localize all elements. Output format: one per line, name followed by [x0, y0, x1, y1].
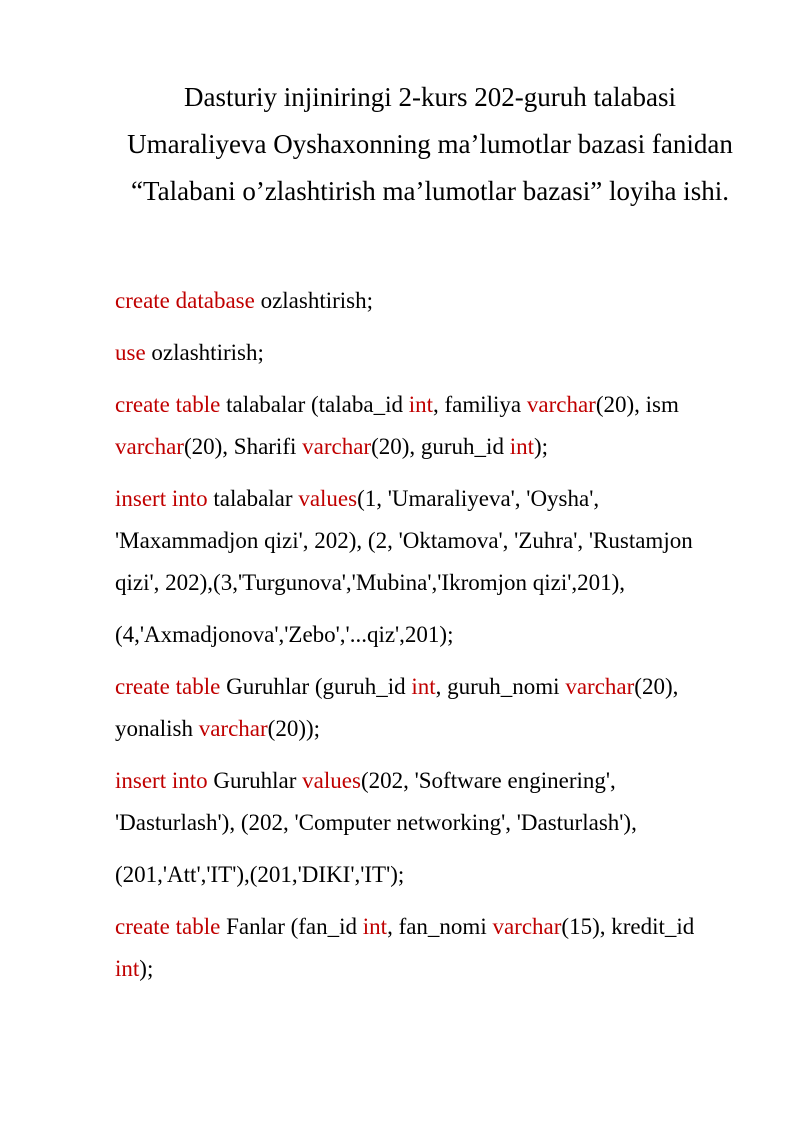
sql-keyword: insert into	[115, 486, 208, 511]
sql-statement	[115, 854, 775, 896]
code-text: (20), ism	[595, 392, 679, 417]
sql-statement	[115, 760, 775, 844]
sql-keyword: create table	[115, 914, 221, 939]
code-line	[115, 614, 775, 656]
code-line	[115, 384, 775, 426]
code-text: (1, 'Umaraliyeva', 'Oysha',	[357, 486, 600, 511]
sql-keyword: int	[411, 674, 436, 699]
code-line	[115, 802, 775, 844]
sql-keyword: create table	[115, 674, 221, 699]
code-line	[115, 948, 775, 990]
code-text: (20), Sharifi	[183, 434, 303, 459]
code-line	[115, 760, 775, 802]
code-text: );	[139, 956, 154, 981]
sql-statement	[115, 280, 775, 322]
document-title	[60, 74, 800, 215]
code-text: (20),	[634, 674, 679, 699]
code-text: (202, 'Software enginering',	[360, 768, 616, 793]
sql-keyword: int	[115, 956, 140, 981]
sql-keyword: int	[408, 392, 433, 417]
code-text: 'Maxammadjon qizi', 202), (2, 'Oktamova', 'Zuhra', 'Rustamjon	[115, 528, 693, 553]
sql-keyword: create database	[115, 288, 255, 313]
code-text: (20), guruh_id	[371, 434, 510, 459]
code-line	[115, 854, 775, 896]
code-text: ozlashtirish;	[145, 340, 264, 365]
code-text: Guruhlar (guruh_id	[220, 674, 412, 699]
code-line	[115, 906, 775, 948]
code-line	[115, 562, 775, 604]
sql-keyword: insert into	[115, 768, 208, 793]
code-text: );	[533, 434, 549, 459]
code-text: , familiya	[433, 392, 527, 417]
code-line	[115, 280, 775, 322]
sql-keyword: create table	[115, 392, 221, 417]
code-text: 'Dasturlash'), (202, 'Computer networking', 'Dasturlash'),	[115, 810, 637, 835]
code-text: talabalar (talaba_id	[220, 392, 409, 417]
sql-keyword: varchar	[302, 434, 372, 459]
code-text: Guruhlar	[207, 768, 303, 793]
title-line: “Talabani o’zlashtirish ma’lumotlar bazasi” loyiha ishi.	[131, 176, 729, 206]
code-line	[115, 426, 775, 468]
title-line: Dasturiy injiniringi 2-kurs 202-guruh talabasi	[184, 82, 676, 112]
code-text: (20));	[267, 716, 321, 741]
code-text: Fanlar (fan_id	[220, 914, 363, 939]
sql-keyword: int	[362, 914, 388, 939]
sql-statement	[115, 906, 775, 990]
code-text: (15), kredit_id	[561, 914, 695, 939]
sql-statement	[115, 614, 775, 656]
sql-code-block	[115, 280, 775, 990]
sql-keyword: varchar	[492, 914, 562, 939]
sql-statement	[115, 384, 775, 468]
code-text: , fan_nomi	[387, 914, 493, 939]
title-line: Umaraliyeva Oyshaxonning ma’lumotlar bazasi fanidan	[127, 129, 733, 159]
sql-keyword: values	[302, 768, 361, 793]
code-line	[115, 332, 775, 374]
sql-keyword: varchar	[526, 392, 596, 417]
code-text: (201,'Att','IT'),(201,'DIKI','IT');	[115, 862, 405, 887]
code-text: qizi', 202),(3,'Turgunova','Mubina','Ikromjon qizi',201),	[115, 570, 626, 595]
sql-keyword: varchar	[115, 434, 184, 459]
code-text: yonalish	[115, 716, 199, 741]
sql-keyword: use	[115, 340, 146, 365]
code-text: ozlashtirish;	[254, 288, 373, 313]
sql-keyword: values	[298, 486, 358, 511]
code-text: , guruh_nomi	[435, 674, 566, 699]
code-text: talabalar	[207, 486, 299, 511]
sql-statement	[115, 332, 775, 374]
sql-keyword: varchar	[198, 716, 268, 741]
code-line	[115, 708, 775, 750]
sql-statement	[115, 666, 775, 750]
sql-statement	[115, 478, 775, 604]
sql-keyword: varchar	[565, 674, 635, 699]
code-line	[115, 478, 775, 520]
code-text: (4,'Axmadjonova','Zebo','...qiz',201);	[115, 622, 454, 647]
code-line	[115, 520, 775, 562]
code-line	[115, 666, 775, 708]
sql-keyword: int	[509, 434, 534, 459]
